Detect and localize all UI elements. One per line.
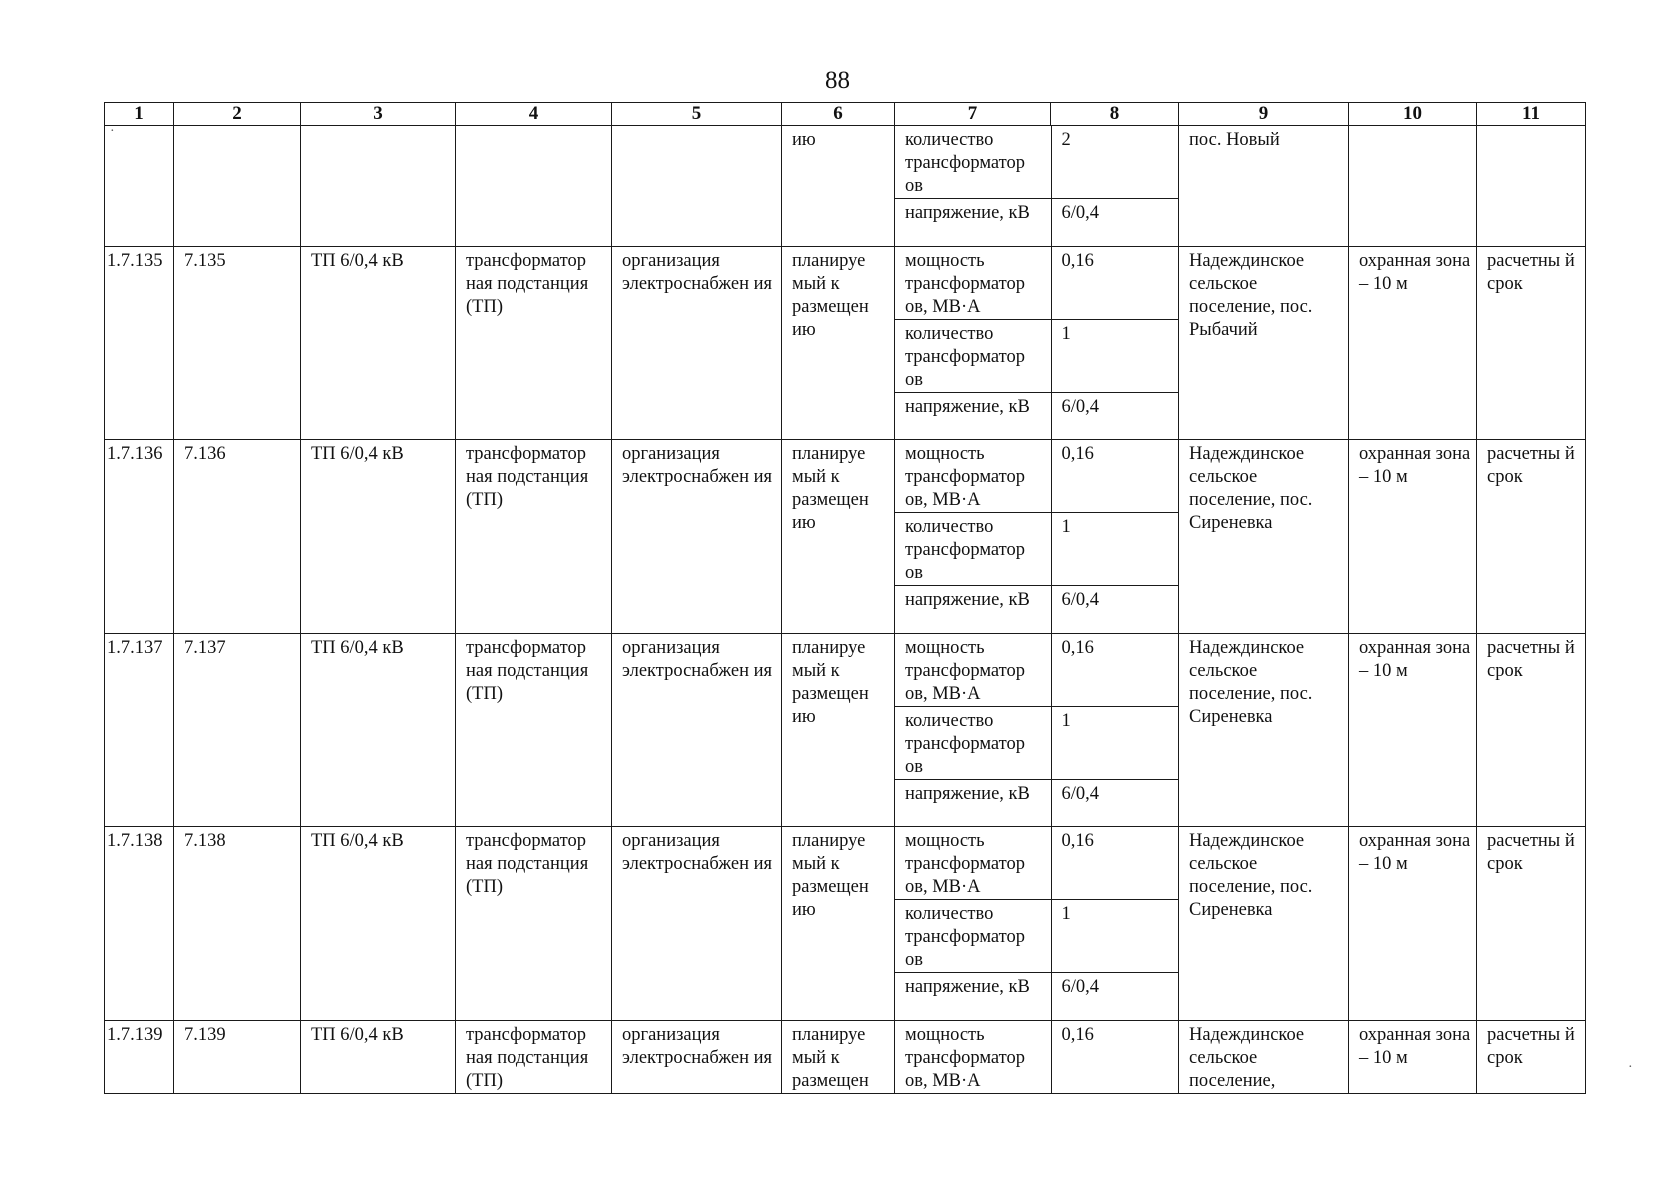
- param-value: 0,16: [1051, 634, 1179, 707]
- cell-type: трансформатор ная подстанция (ТП): [456, 827, 612, 1021]
- column-header: 8: [1051, 103, 1179, 126]
- params-cell: [895, 126, 1179, 247]
- param-name: напряжение, кВ: [895, 586, 1051, 633]
- params-cell: [895, 246, 1179, 440]
- param-row: [895, 247, 1179, 320]
- param-value: 6/0,4: [1061, 783, 1100, 804]
- param-name: мощность трансформатор ов, МВ·А: [895, 440, 1051, 513]
- cell-purpose: [612, 126, 782, 247]
- cell-purpose: организация электроснабжен ия: [612, 1020, 782, 1093]
- cell-name: ТП 6/0,4 кВ: [301, 633, 456, 827]
- param-name: напряжение, кВ: [895, 779, 1051, 826]
- cell-purpose: организация электроснабжен ия: [612, 633, 782, 827]
- param-value: 0,16: [1051, 827, 1179, 900]
- cell-term: расчетны й срок: [1477, 246, 1586, 440]
- param-row: [895, 706, 1179, 779]
- cell-type: трансформатор ная подстанция (ТП): [456, 1020, 612, 1093]
- cell-location: Надеждинское сельское поселение, пос. Сиреневка: [1179, 827, 1349, 1021]
- cell-location: Надеждинское сельское поселение,: [1179, 1020, 1349, 1093]
- cell-num: 1.7.139: [105, 1020, 174, 1093]
- table-row: [105, 440, 1586, 634]
- table-row: [105, 633, 1586, 827]
- cell-name: ТП 6/0,4 кВ: [301, 827, 456, 1021]
- cell-type: трансформатор ная подстанция (ТП): [456, 246, 612, 440]
- cell-term: [1477, 126, 1586, 247]
- cell-term: расчетны й срок: [1477, 827, 1586, 1021]
- cell-name: ТП 6/0,4 кВ: [301, 440, 456, 634]
- cell-name: ТП 6/0,4 кВ: [301, 1020, 456, 1093]
- param-row: [895, 513, 1179, 586]
- params-subtable: [895, 634, 1179, 827]
- column-header: 9: [1179, 103, 1349, 126]
- param-name: мощность трансформатор ов, МВ·А: [895, 634, 1051, 707]
- param-value: 2: [1051, 126, 1179, 199]
- cell-num: 1.7.136: [105, 440, 174, 634]
- cell-location: Надеждинское сельское поселение, пос. Сиреневка: [1179, 440, 1349, 634]
- cell-code: [174, 126, 301, 247]
- param-name: мощность трансформатор ов, МВ·А: [895, 247, 1051, 320]
- param-row: [895, 586, 1179, 633]
- param-row: [895, 779, 1179, 826]
- cell-purpose: организация электроснабжен ия: [612, 440, 782, 634]
- table-row: [105, 1020, 1586, 1093]
- param-row: [895, 319, 1179, 392]
- cell-name: [301, 126, 456, 247]
- param-name: напряжение, кВ: [895, 392, 1051, 439]
- params-cell: [895, 827, 1179, 1021]
- cell-status: планируе мый к размещен ию: [782, 440, 895, 634]
- param-name: мощность трансформатор ов, МВ·А: [895, 1021, 1051, 1093]
- param-value: 0,16: [1061, 1024, 1094, 1045]
- cell-zone: охранная зона – 10 м: [1349, 633, 1477, 827]
- params-subtable: [895, 1021, 1179, 1093]
- param-value: 1: [1051, 706, 1179, 779]
- cell-type: трансформатор ная подстанция (ТП): [456, 633, 612, 827]
- params-subtable: [895, 827, 1179, 1020]
- params-cell: [895, 633, 1179, 827]
- param-row: [895, 126, 1179, 199]
- column-header: 11: [1477, 103, 1586, 126]
- column-header: 10: [1349, 103, 1477, 126]
- param-value: 6/0,4: [1061, 396, 1100, 417]
- param-name: количество трансформатор ов: [895, 319, 1051, 392]
- column-header: 5: [612, 103, 782, 126]
- continuation-row: [105, 126, 1586, 247]
- cell-num: [105, 126, 174, 247]
- cell-location: Надеждинское сельское поселение, пос. Сиреневка: [1179, 633, 1349, 827]
- table-row: [105, 827, 1586, 1021]
- cell-num: 1.7.138: [105, 827, 174, 1021]
- cell-code: 7.139: [174, 1020, 301, 1093]
- cell-location: пос. Новый: [1179, 126, 1349, 247]
- cell-type: трансформатор ная подстанция (ТП): [456, 440, 612, 634]
- cell-status: планируе мый к размещен ию: [782, 246, 895, 440]
- column-header: 7: [895, 103, 1051, 126]
- params-cell: [895, 440, 1179, 634]
- cell-purpose: организация электроснабжен ия: [612, 246, 782, 440]
- param-value: 1: [1051, 319, 1179, 392]
- param-row: [895, 634, 1179, 707]
- header-row: [105, 103, 1586, 126]
- param-name: количество трансформатор ов: [895, 513, 1051, 586]
- column-header: 1: [105, 103, 174, 126]
- cell-term: расчетны й срок: [1477, 1020, 1586, 1093]
- params-subtable: [895, 126, 1179, 246]
- param-value: 1: [1051, 513, 1179, 586]
- params-cell: [895, 1020, 1179, 1093]
- cell-code: 7.135: [174, 246, 301, 440]
- cell-status: ию: [782, 126, 895, 247]
- param-value: 1: [1051, 900, 1179, 973]
- cell-status: планируе мый к размещен: [782, 1020, 895, 1093]
- cell-code: 7.137: [174, 633, 301, 827]
- param-row: [895, 392, 1179, 439]
- scan-dot: ·: [1628, 1060, 1633, 1075]
- column-header: 6: [782, 103, 895, 126]
- cell-zone: охранная зона – 10 м: [1349, 440, 1477, 634]
- column-header: 2: [174, 103, 301, 126]
- param-row: [895, 199, 1179, 246]
- cell-zone: охранная зона – 10 м: [1349, 246, 1477, 440]
- cell-status: планируе мый к размещен ию: [782, 633, 895, 827]
- param-row: [895, 900, 1179, 973]
- column-header: 3: [301, 103, 456, 126]
- cell-location: Надеждинское сельское поселение, пос. Рыбачий: [1179, 246, 1349, 440]
- cell-type: [456, 126, 612, 247]
- cell-name: ТП 6/0,4 кВ: [301, 246, 456, 440]
- scan-dot: ·: [110, 124, 115, 139]
- cell-zone: [1349, 126, 1477, 247]
- cell-zone: охранная зона – 10 м: [1349, 827, 1477, 1021]
- cell-term: расчетны й срок: [1477, 633, 1586, 827]
- cell-purpose: организация электроснабжен ия: [612, 827, 782, 1021]
- params-subtable: [895, 440, 1179, 633]
- param-value: 0,16: [1051, 440, 1179, 513]
- cell-num: 1.7.135: [105, 246, 174, 440]
- param-row: [895, 973, 1179, 1020]
- param-name: количество трансформатор ов: [895, 126, 1051, 199]
- param-row: [895, 827, 1179, 900]
- param-row: [895, 440, 1179, 513]
- cell-code: 7.138: [174, 827, 301, 1021]
- cell-num: 1.7.137: [105, 633, 174, 827]
- param-name: напряжение, кВ: [895, 973, 1051, 1020]
- param-value: 6/0,4: [1061, 590, 1100, 610]
- param-name: количество трансформатор ов: [895, 900, 1051, 973]
- table-row: [105, 246, 1586, 440]
- column-header: 4: [456, 103, 612, 126]
- param-name: напряжение, кВ: [895, 199, 1051, 246]
- param-value: 6/0,4: [1061, 203, 1100, 223]
- param-value: 0,16: [1051, 247, 1179, 320]
- cell-zone: охранная зона – 10 м: [1349, 1020, 1477, 1093]
- page-number: 88: [825, 67, 850, 94]
- cell-status: планируе мый к размещен ию: [782, 827, 895, 1021]
- param-name: мощность трансформатор ов, МВ·А: [895, 827, 1051, 900]
- infrastructure-table: [104, 102, 1586, 1094]
- param-row: [895, 1021, 1179, 1093]
- param-name: количество трансформатор ов: [895, 706, 1051, 779]
- cell-code: 7.136: [174, 440, 301, 634]
- cell-term: расчетны й срок: [1477, 440, 1586, 634]
- params-subtable: [895, 247, 1179, 440]
- param-value: 6/0,4: [1061, 977, 1100, 997]
